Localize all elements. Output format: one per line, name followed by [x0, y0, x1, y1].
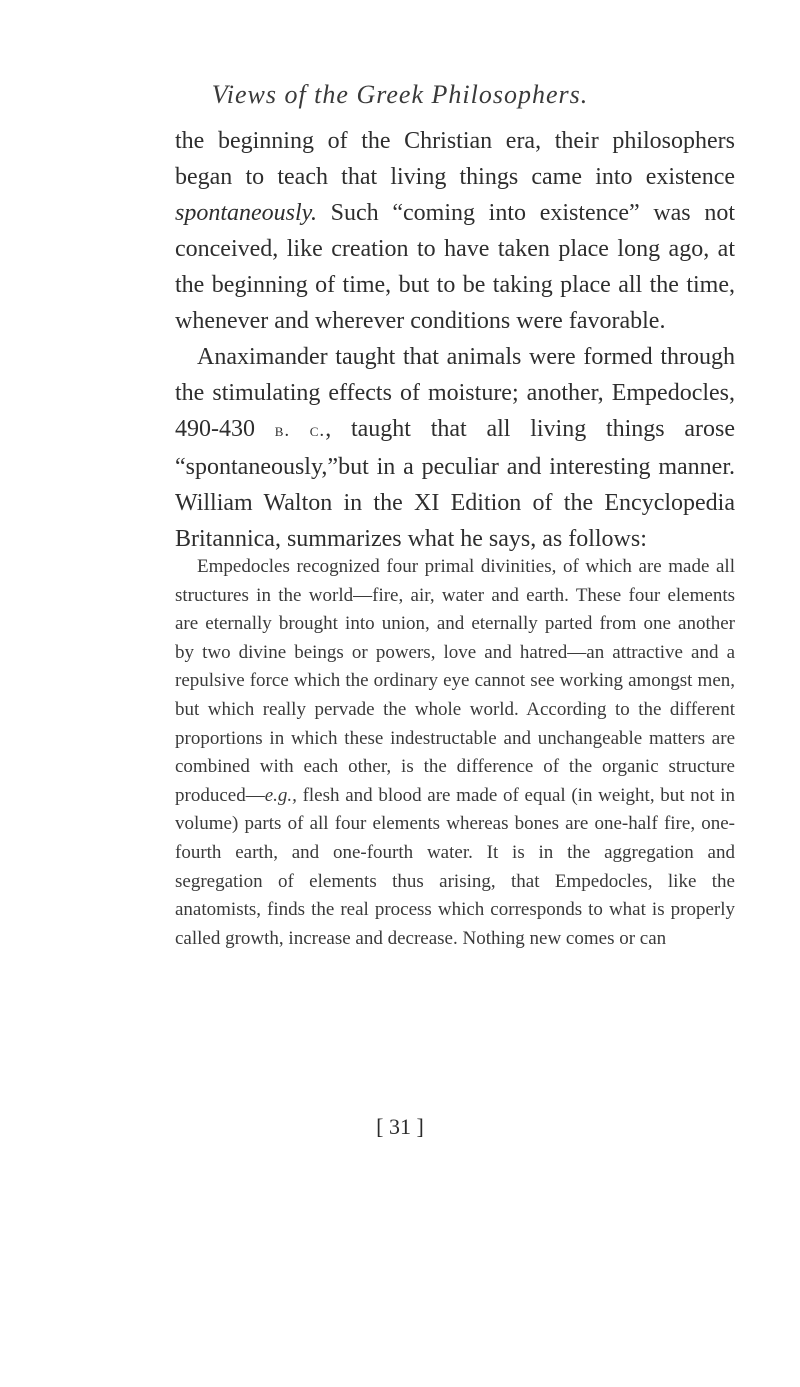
page-number: [ 31 ]: [376, 1114, 424, 1139]
paragraph: [175, 339, 735, 557]
paragraph-continued: [175, 123, 735, 339]
quote-text: Empedocles recognized four primal divinities, of which are made all structures in the world—fire, air, water and earth. These four elements are eternally brought into union, and eternally parted from one another by two divine beings or powers, love and hatred—an attractive and a repulsive force which the ordinary eye cannot see working amongst men, but which really pervade the whole world. According to the different proportions in which these indestructable and unchangeable matters are combined with each other, is the difference of the organic structure produced—: [175, 556, 735, 806]
quote-text: flesh and blood are made of equal (in weight, but not in volume) parts of all four elements whereas bones are one-half fire, one-fourth earth, and one-fourth water. It is in the aggregation and segregation of elements thus arising, that Empedocles, like the anatomists, finds the real process which corresponds to what is properly called growth, increase and decrease. Nothing new comes or can: [175, 784, 735, 949]
body-text: [175, 123, 735, 557]
emphasis-text: spontaneously.: [175, 200, 317, 226]
paragraph-text: Anaximander taught that animals were formed through the stimulating effects of moisture; another, Empedocles, 490-430: [175, 344, 735, 442]
running-head: Views of the Greek Philosophers.: [211, 80, 589, 109]
paragraph-text: the beginning of the Christian era, their philosophers began to teach that living things came into existence: [175, 128, 735, 190]
era-abbreviation: b. c.: [274, 420, 326, 441]
paragraph-text: Such “coming into existence” was not conceived, like creation to have taken place long ago, at the beginning of time, but to be taking place all the time, whenever and wherever conditions were favorable.: [175, 200, 735, 334]
paragraph-text: , taught that all living things arose “spontaneously,”but in a peculiar and interesting manner. William Walton in the XI Edition of the Encyclopedia Britannica, summarizes what he says, as follows:: [175, 416, 736, 552]
emphasis-text: e.g.,: [264, 784, 297, 806]
block-quote: [175, 553, 735, 953]
